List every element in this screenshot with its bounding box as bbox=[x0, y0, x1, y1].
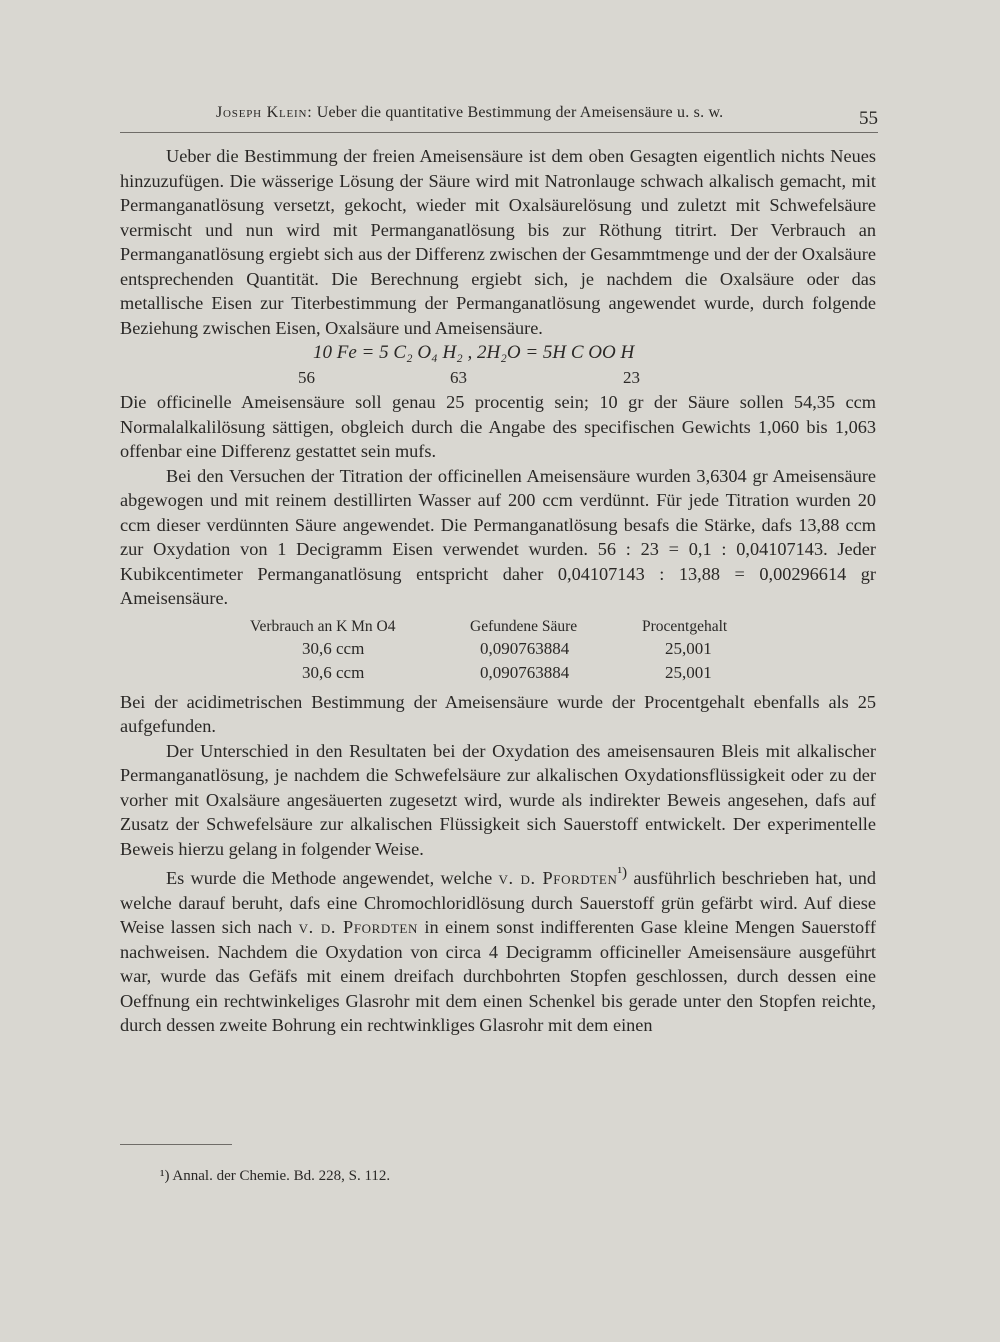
paragraph-2: Die officinelle Ameisensäure soll genau 25 procentig sein; 10 gr der Säure sollen 54,35 ccm Normalalkalilösung sättigen, obgleich durch die Angabe des specifischen Gewichts 1,060 bis 1,063 offenbar eine Differenz gestattet sein mufs. bbox=[120, 392, 876, 461]
paragraph-4: Bei der acidimetrischen Bestimmung der Ameisensäure wurde der Procentgehalt ebenfalls als 25 aufgefunden. bbox=[120, 691, 876, 736]
formula-block bbox=[120, 340, 876, 390]
page-number: 55 bbox=[859, 108, 878, 129]
table-cell: 25,001 bbox=[665, 638, 712, 658]
formula-value-oxalic: 63 bbox=[450, 368, 467, 387]
formula-value-iron: 56 bbox=[298, 368, 315, 387]
table-header: Procentgehalt bbox=[642, 617, 728, 635]
paragraph-6-part-a: Es wurde die Methode angewendet, welche bbox=[166, 868, 493, 889]
table-header: Verbrauch an K Mn O4 bbox=[250, 617, 396, 635]
table-cell: 0,090763884 bbox=[480, 662, 570, 682]
paragraph-5: Der Unterschied in den Resultaten bei der Oxydation des ameisensauren Bleis mit alkalischer Permanganatlösung, je nachdem die Schwefelsäure zur alkalischen Oxydationsflüssigkeit oder zu der vorher mit Oxalsäure angesäuerten zugesetzt wird, wurde als indirekter Beweis angesehen, dafs auf Zusatz der Schwefelsäure zur alkalischen Flüssigkeit sich Sauerstoff entwickelt. Der experimentelle Beweis hierzu gelang in folgender Weise. bbox=[120, 740, 876, 859]
paragraph-3: Bei den Versuchen der Titration der officinellen Ameisensäure wurden 3,6304 gr Ameisensäure abgewogen und mit reinem destillirten Wasser auf 200 ccm verdünnt. Für jede Titration wurden 20 ccm dieser verdünnten Säure angewendet. Die Permanganatlösung besafs die Stärke, dafs 13,88 ccm zur Oxydation von 1 Decigramm Eisen verwendet wurden. 56 : 23 = 0,1 : 0,04107143. Jeder Kubikcentimeter Permanganatlösung entspricht daher 0,04107143 : 13,88 = 0,00296614 gr Ameisensäure. bbox=[120, 465, 876, 608]
header-subject: Ueber die quantitative Bestimmung der Ameisensäure u. s. w. bbox=[316, 104, 724, 121]
results-table bbox=[120, 615, 876, 690]
paragraph-1: Ueber die Bestimmung der freien Ameisensäure ist dem oben Gesagten eigentlich nichts Neues hinzuzufügen. Die wässerige Lösung der Säure wird mit Natronlauge schwach alkalisch gemacht, mit Permanganatlösung versetzt, gekocht, wieder mit Oxalsäurelösung und zuletzt mit Schwefelsäure vermischt und nun wird mit Permanganatlösung bis zur Röthung titrirt. Der Verbrauch an Permanganatlösung ergiebt sich aus der Differenz zwischen der Gesammtmenge und der der Oxalsäure entsprechenden Quantität. Die Berechnung ergiebt sich, je nachdem die Oxalsäure oder das metallische Eisen zur Titerbestimmung der Permanganatlösung angewendet wurde, durch folgende Beziehung zwischen Eisen, Oxalsäure und Ameisensäure. bbox=[120, 146, 876, 338]
table-cell: 0,090763884 bbox=[480, 638, 570, 658]
header-author: Joseph Klein: bbox=[216, 104, 313, 121]
paragraph-6-part-b: ausführlich beschrieben hat, und welche darauf beruht, dafs eine Chromochloridlösung durch Sauerstoff grün gefärbt wird. Auf diese Weise lassen sich nach bbox=[120, 868, 876, 938]
paragraph-6-part-c: in einem sonst indifferenten Gase kleine Mengen Sauerstoff nachweisen. Nachdem die Oxydation von circa 4 Decigramm officineller Ameisensäure ausgeführt war, wurde das Gefäfs mit einem dreifach durchbohrten Stopfen geschlossen, durch dessen eine Oeffnung ein rechtwinkeliges Glasrohr mit dem einen Schenkel bis gerade unter den Stopfen reichte, durch dessen zweite Bohrung ein rechtwinkliges Glasrohr mit dem einen bbox=[120, 917, 877, 1036]
table-header: Gefundene Säure bbox=[470, 617, 578, 635]
header-title bbox=[216, 104, 723, 122]
body-text bbox=[120, 144, 876, 1038]
footnote: ¹) Annal. der Chemie. Bd. 228, S. 112. bbox=[160, 1168, 391, 1184]
running-header bbox=[120, 102, 878, 133]
formula-value-formic: 23 bbox=[623, 368, 640, 387]
table-cell: 30,6 ccm bbox=[302, 662, 365, 682]
author-name-pfordten: v. d. Pfordten bbox=[498, 868, 618, 889]
footnote-marker: ¹) bbox=[617, 864, 628, 881]
table-cell: 30,6 ccm bbox=[302, 638, 365, 658]
table-cell: 25,001 bbox=[665, 662, 712, 682]
formula-equation: 10 Fe = 5 C₂ O₄ H₂ , 2H₂O = 5H C OO H bbox=[313, 342, 635, 363]
footnote-divider bbox=[120, 1144, 232, 1145]
paragraph-6 bbox=[120, 861, 876, 1038]
author-name-pfordten: v. d. Pfordten bbox=[298, 917, 418, 938]
